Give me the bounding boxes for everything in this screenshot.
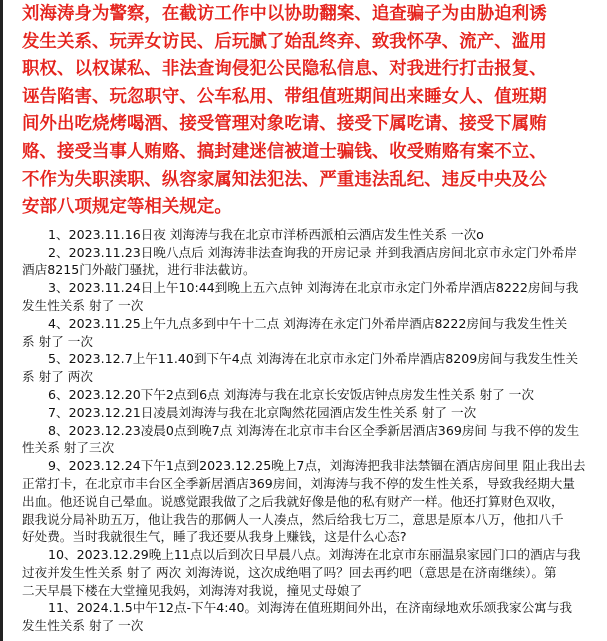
list-item-line: 1、2023.11.16日夜 刘海涛与我在北京市洋桥西派柏云酒店发生性关系 一次o xyxy=(48,226,484,242)
list-item-line: 系 射了 一次 xyxy=(22,333,93,349)
list-item-line: 二天早晨下楼在大堂撞见我妈，刘海涛对我说，撞见丈母娘了 xyxy=(22,582,363,598)
header-line: 职权、以权谋私、非法查询侵犯公民隐私信息、对我进行打击报复、 xyxy=(22,59,547,80)
list-item-line: 2、2023.11.23日晚八点后 刘海涛非法查询我的开房记录 并到我酒店房间北京市永定门外希岸 xyxy=(48,244,577,260)
list-item xyxy=(22,226,607,244)
list-item-line: 正常打卡，在北京市丰台区全季新居酒店369房间，刘海涛与我不停的发生性关系，导致我经期大量 xyxy=(22,475,575,491)
list-item-line: 过夜并发生性关系 射了 两次 刘海涛说，这次成绝唱了吗？回去再约吧（意思是在济南继续）。第 xyxy=(22,564,557,580)
numbered-list xyxy=(22,226,607,635)
list-item xyxy=(22,404,607,422)
list-item-line: 7、2023.12.21日凌晨刘海涛与我在北京陶然花园酒店发生性关系 射了 一次 xyxy=(48,404,477,420)
header-line: 安部八项规定等相关规定。 xyxy=(22,197,232,218)
list-item-line: 发生性关系 射了 一次 xyxy=(22,618,144,634)
list-item xyxy=(22,422,607,458)
list-item-line: 11、2024.1.5中午12点-下午4:40。刘海涛在值班期间外出，在济南绿地欢乐颂我家公寓与我 xyxy=(48,600,572,616)
red-header-paragraph xyxy=(22,1,607,222)
header-line: 刘海涛身为警察，在截访工作中以协助翻案、追查骗子为由胁迫利诱 xyxy=(22,4,547,24)
header-line: 间外出吃烧烤喝酒、接受管理对象吃请、接受下属吃请、接受下属贿 xyxy=(22,114,547,135)
list-item xyxy=(22,546,607,599)
list-item-line: 好处费。当时我就很生气，睡了我还要从我身上赚钱，这是什么心态? xyxy=(22,529,407,545)
list-item-line: 发生性关系 射了 一次 xyxy=(22,297,144,313)
list-item-line: 3、2023.11.24日上午10:44到晚上五六点钟 刘海涛在北京市永定门外希岸酒店8222房间与我 xyxy=(48,280,579,296)
header-line: 诬告陷害、玩忽职守、公车私用、带组值班期间出来睡女人、值班期 xyxy=(22,86,547,107)
list-item xyxy=(22,279,607,315)
list-item-line: 8、2023.12.23凌晨0点到晚7点 刘海涛在北京市丰台区全季新居酒店369房间 与我不停的发生 xyxy=(48,422,580,438)
list-item xyxy=(22,244,607,280)
header-line: 不作为失职渎职、纵容家属知法犯法、严重违法乱纪、违反中央及公 xyxy=(22,169,547,190)
list-item xyxy=(22,350,607,386)
list-item-line: 出血。他还说自己晕血。说感觉跟我做了之后我就好像是他的私有财产一样。他还打算财色双收， xyxy=(22,493,564,509)
list-item-line: 4、2023.11.25上午九点多到中午十二点 刘海涛在永定门外希岸酒店8222房间与我发生性关 xyxy=(48,315,568,331)
list-item-line: 6、2023.12.20下午2点到6点 刘海涛与我在北京长安饭店钟点房发生性关系 射了 一次 xyxy=(48,386,534,402)
list-item-line: 5、2023.12.7上午11.40到下午4点 刘海涛在北京市永定门外希岸酒店8209房间与我发生性关 xyxy=(48,351,579,367)
list-item-line: 酒店8215门外敲门骚扰，进行非法截访。 xyxy=(22,262,256,278)
list-item-line: 系 射了 两次 xyxy=(22,369,93,385)
list-item-line: 10、2023.12.29晚上11点以后到次日早晨八点。刘海涛在北京市东丽温泉家园门口的酒店与我 xyxy=(48,547,581,563)
header-line: 赂、接受当事人贿赂、搞封建迷信被道士骗钱、收受贿赂有案不立、 xyxy=(22,141,547,162)
document xyxy=(22,0,607,635)
list-item xyxy=(22,315,607,351)
header-line: 发生关系、玩弄女访民、后玩腻了始乱终弃、致我怀孕、流产、滥用 xyxy=(22,31,547,52)
list-item xyxy=(22,457,607,546)
list-item-line: 跟我说分局补助五万，他让我告的那俩人一人凑点，然后给我七万二，意思是原本八万，他扣八千 xyxy=(22,511,564,527)
list-item-line: 性关系 射了三次 xyxy=(22,440,115,456)
list-item-line: 9、2023.12.24下午1点到2023.12.25晚上7点，刘海涛把我非法禁锢在酒店房间里 阻止我出去 xyxy=(48,458,586,474)
list-item xyxy=(22,386,607,404)
list-item xyxy=(22,599,607,635)
